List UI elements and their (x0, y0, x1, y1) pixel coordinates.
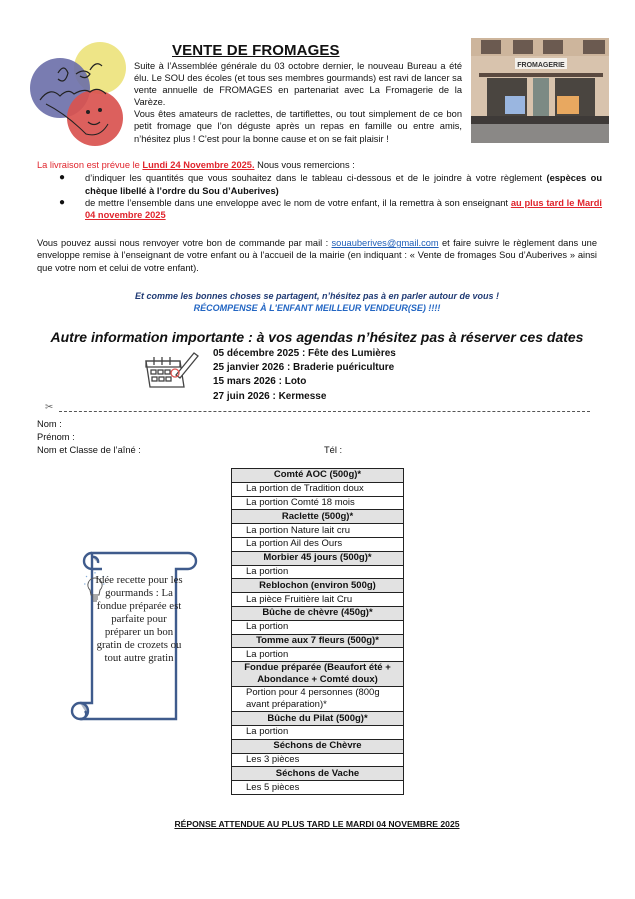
intro-paragraph-2: Vous êtes amateurs de raclettes, de tartiflettes, ou tout simplement de ce bon petit fromage que l’on déguste après un repas en famille ou entre amis, n’hésitez plus ! C’est pour la bonne cause et on se fait plaisir ! (134, 109, 462, 144)
product-option: La portion (232, 648, 404, 662)
table-row[interactable] (232, 753, 404, 767)
share-message (37, 290, 597, 315)
table-row[interactable] (232, 781, 404, 795)
intro-text (134, 60, 462, 145)
deadline-footer: RÉPONSE ATTENDUE AU PLUS TARD LE MARDI 04 NOVEMBRE 2025 (174, 819, 460, 829)
instructions-list (37, 172, 602, 221)
table-group-header (232, 606, 404, 620)
share-line: Et comme les bonnes choses se partagent, n’hésitez pas à en parler autour de vous ! (134, 291, 500, 301)
delivery-prefix: La livraison est prévue le (37, 160, 143, 170)
bullet-icon: ● (59, 172, 66, 184)
table-row[interactable] (232, 482, 404, 496)
table-row[interactable] (232, 537, 404, 551)
table-row[interactable] (232, 565, 404, 579)
delivery-suffix: Nous vous remercions : (254, 160, 355, 170)
table-row[interactable] (232, 687, 404, 712)
cut-line (45, 402, 590, 415)
cheese-name: Reblochon (environ 500g) (232, 579, 404, 593)
cheese-name: Séchons de Vache (232, 767, 404, 781)
product-option: La portion Comté 18 mois (232, 496, 404, 510)
intro-paragraph-1: Suite à l’Assemblée générale du 03 octobre dernier, le nouveau Bureau a été élu. Le SOU des écoles (et tous ses membres gourmands) est ravi de lancer sa vente annuelle de FROMAGES en partenariat avec La Fromagerie de la Varèze. (134, 61, 462, 108)
cheese-name: Bûche de chèvre (450g)* (232, 606, 404, 620)
table-group-header (232, 634, 404, 648)
deadline-emphasis: au plus tard le Mardi 04 novembre 2025 (85, 197, 603, 221)
shop-sign: FROMAGERIE (517, 62, 565, 69)
cheese-name: Morbier 45 jours (500g)* (232, 551, 404, 565)
delivery-date: Lundi 24 Novembre 2025. (142, 160, 255, 170)
agenda-date: 15 mars 2026 : Loto (213, 376, 307, 388)
table-row[interactable] (232, 524, 404, 538)
mail-info: Vous pouvez aussi nous renvoyer votre bon de commande par mail : souauberives@gmail.com et faire suivre le règlement dans une enveloppe remise à l’enseignant de votre enfant ou à l’accueil de la mairie (en indiquant : « Vente de fromages Sou d’Auberives » ainsi que votre nom et celui de votre enfant). (37, 238, 598, 273)
cheese-name: Séchons de Chèvre (232, 739, 404, 753)
calendar-icon (142, 349, 202, 397)
agenda-dates (213, 347, 396, 404)
product-option: Les 5 pièces (232, 781, 404, 795)
reward-line: RÉCOMPENSE À L'ENFANT MEILLEUR VENDEUR(SE) !!!! (193, 303, 441, 314)
agenda-date: 27 juin 2026 : Kermesse (213, 390, 327, 402)
agenda-title: Autre information importante : à vos agendas n’hésitez pas à réserver ces dates (50, 329, 584, 345)
sou-auberives-logo (28, 38, 130, 146)
cheese-name: Bûche du Pilat (500g)* (232, 712, 404, 726)
product-option: La portion Nature lait cru (232, 524, 404, 538)
recipe-tip-text: Idée recette pour les gourmands : La fondue préparée est parfaite pour préparer un bon gratin de crozets ou tout autre gratin (95, 574, 183, 664)
dashed-divider (59, 411, 590, 412)
table-row[interactable] (232, 593, 404, 607)
field-prenom-label[interactable]: Prénom : (37, 432, 75, 442)
cheese-name: Tomme aux 7 fleurs (500g)* (232, 634, 404, 648)
product-option: La portion (232, 725, 404, 739)
cheese-name: Comté AOC (500g)* (232, 469, 404, 483)
table-row[interactable] (232, 648, 404, 662)
table-group-header (232, 662, 404, 687)
product-option: Portion pour 4 personnes (800g avant préparation)* (232, 687, 404, 712)
table-group-header (232, 712, 404, 726)
table-group-header (232, 551, 404, 565)
product-option: La portion de Tradition doux (232, 482, 404, 496)
table-group-header (232, 579, 404, 593)
product-option: Les 3 pièces (232, 753, 404, 767)
fromagerie-shop-photo (471, 38, 609, 143)
table-row[interactable] (232, 620, 404, 634)
table-group-header (232, 510, 404, 524)
field-aine-label[interactable]: Nom et Classe de l’aîné : (37, 445, 141, 455)
product-option: La portion Ail des Ours (232, 537, 404, 551)
field-nom-label[interactable]: Nom : (37, 419, 62, 429)
instruction-item: ● d’indiquer les quantités que vous souhaitez dans le tableau ci-dessous et de le joindre à votre règlement (espèces ou chèque libellé à l’ordre du Sou d’Auberives) (59, 172, 602, 196)
table-row[interactable] (232, 725, 404, 739)
scissors-icon: ✂ (45, 402, 54, 413)
field-tel-label[interactable]: Tél : (324, 445, 343, 455)
instruction-item: ● de mettre l’ensemble dans une enveloppe avec le nom de votre enfant, il la remettra à son enseignant au plus tard le Mardi 04 novembre 2025 (59, 196, 603, 221)
payment-emphasis: (espèces ou chèque libellé à l’ordre du Sou d’Auberives) (85, 173, 602, 196)
email-link[interactable]: souauberives@gmail.com (331, 238, 439, 248)
table-group-header (232, 767, 404, 781)
table-group-header (232, 469, 404, 483)
table-group-header (232, 739, 404, 753)
product-option: La pièce Fruitière lait Cru (232, 593, 404, 607)
product-option: La portion (232, 620, 404, 634)
page-title: VENTE DE FROMAGES (172, 42, 340, 59)
product-option: La portion (232, 565, 404, 579)
agenda-date: 05 décembre 2025 : Fête des Lumières (213, 348, 396, 359)
table-row[interactable] (232, 496, 404, 510)
order-table (231, 468, 404, 795)
cheese-name: Fondue préparée (Beaufort été + Abondance + Comté doux) (232, 662, 404, 687)
delivery-info (37, 159, 602, 221)
bullet-icon: ● (59, 196, 66, 208)
cheese-name: Raclette (500g)* (232, 510, 404, 524)
agenda-date: 25 janvier 2026 : Braderie puériculture (213, 362, 395, 374)
